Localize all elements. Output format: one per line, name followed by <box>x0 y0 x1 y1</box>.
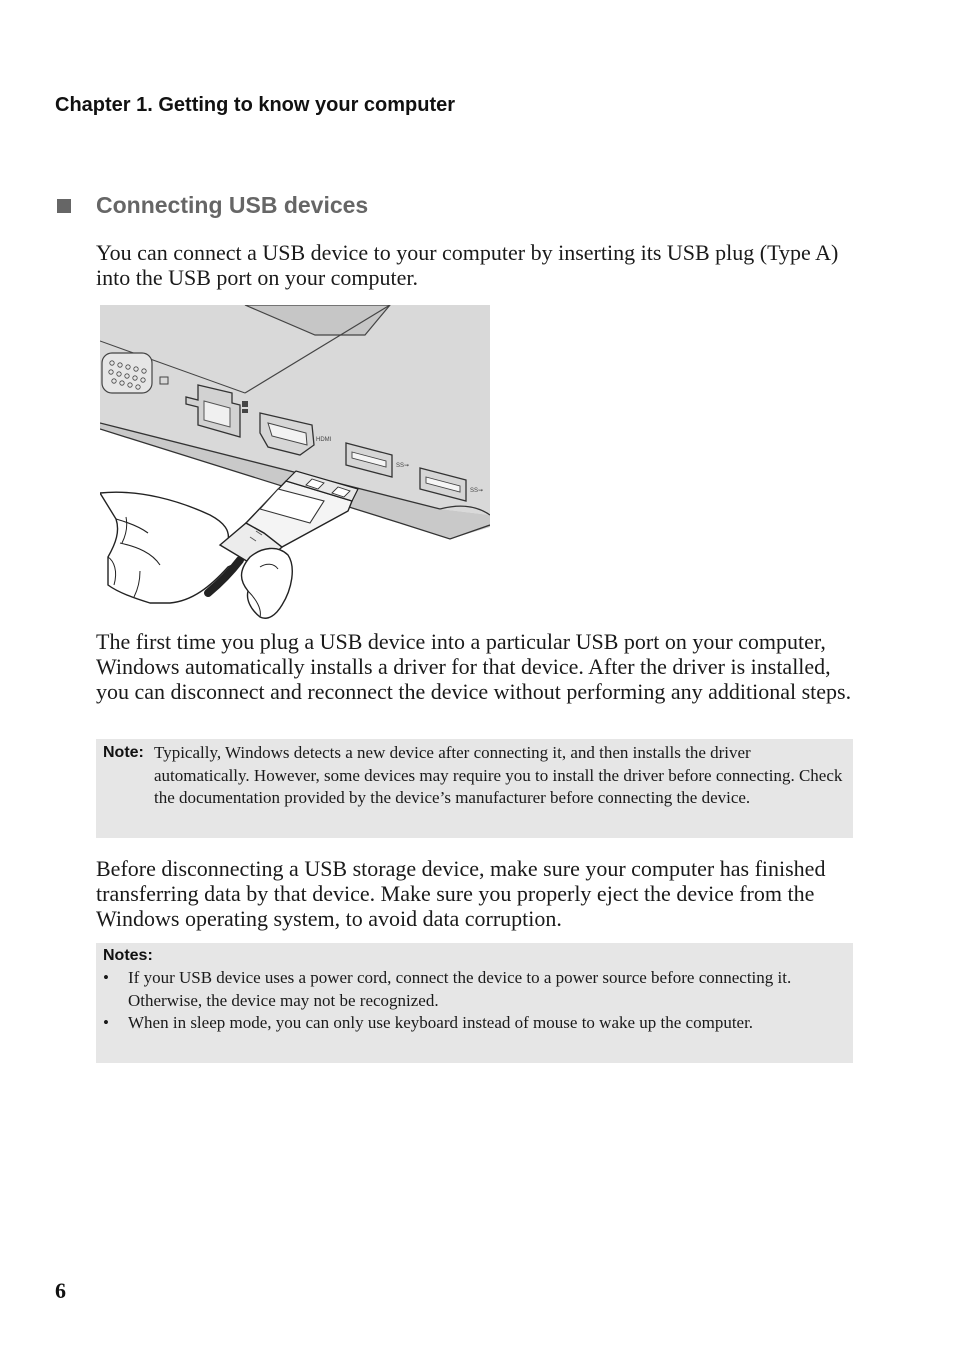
bullet-icon: • <box>103 1013 109 1032</box>
usb3-label-a: SS⇝ <box>396 463 410 469</box>
first-time-paragraph: The first time you plug a USB device into a particular USB port on your computer, Windows automatically installs a driver for that device. After the driver is installed, you can disconnect and reconnect the device without performing any additional steps. <box>96 629 852 704</box>
intro-paragraph: You can connect a USB device to your computer by inserting its USB plug (Type A) into the USB port on your computer. <box>96 240 839 290</box>
list-item <box>103 1012 843 1035</box>
before-disconnect-paragraph: Before disconnecting a USB storage device, make sure your computer has finished transferring data by that device. Make sure you properly eject the device from the Windows operating system, to avoid data corruption. <box>96 856 826 931</box>
notes-label: Notes: <box>103 947 153 964</box>
usb3-label-b: SS⇝ <box>470 488 484 494</box>
page-number: 6 <box>55 1278 66 1303</box>
square-bullet-icon <box>57 199 71 213</box>
usb-connection-illustration <box>100 305 490 623</box>
notes-list <box>103 967 843 1035</box>
note-label: Note: <box>103 744 144 761</box>
hand-thumb <box>242 548 293 618</box>
section-title: Connecting USB devices <box>96 192 369 218</box>
bullet-icon: • <box>103 968 109 987</box>
chapter-heading: Chapter 1. Getting to know your computer <box>55 94 456 116</box>
note-item-text: If your USB device uses a power cord, connect the device to a power source before connecting it. Otherwise, the device may not be recognized. <box>128 968 792 1010</box>
note-item-text: When in sleep mode, you can only use keyboard instead of mouse to wake up the computer. <box>128 1013 754 1032</box>
note-text: Typically, Windows detects a new device after connecting it, and then installs the driver automatically. However, some devices may require you to install the driver before connecting. Check the documentation provided by the device’s manufacturer before connecting the device. <box>154 743 843 807</box>
note-box <box>96 739 853 838</box>
notes-box <box>96 943 853 1063</box>
hdmi-label: HDMI <box>316 437 332 443</box>
list-item <box>103 967 843 1012</box>
